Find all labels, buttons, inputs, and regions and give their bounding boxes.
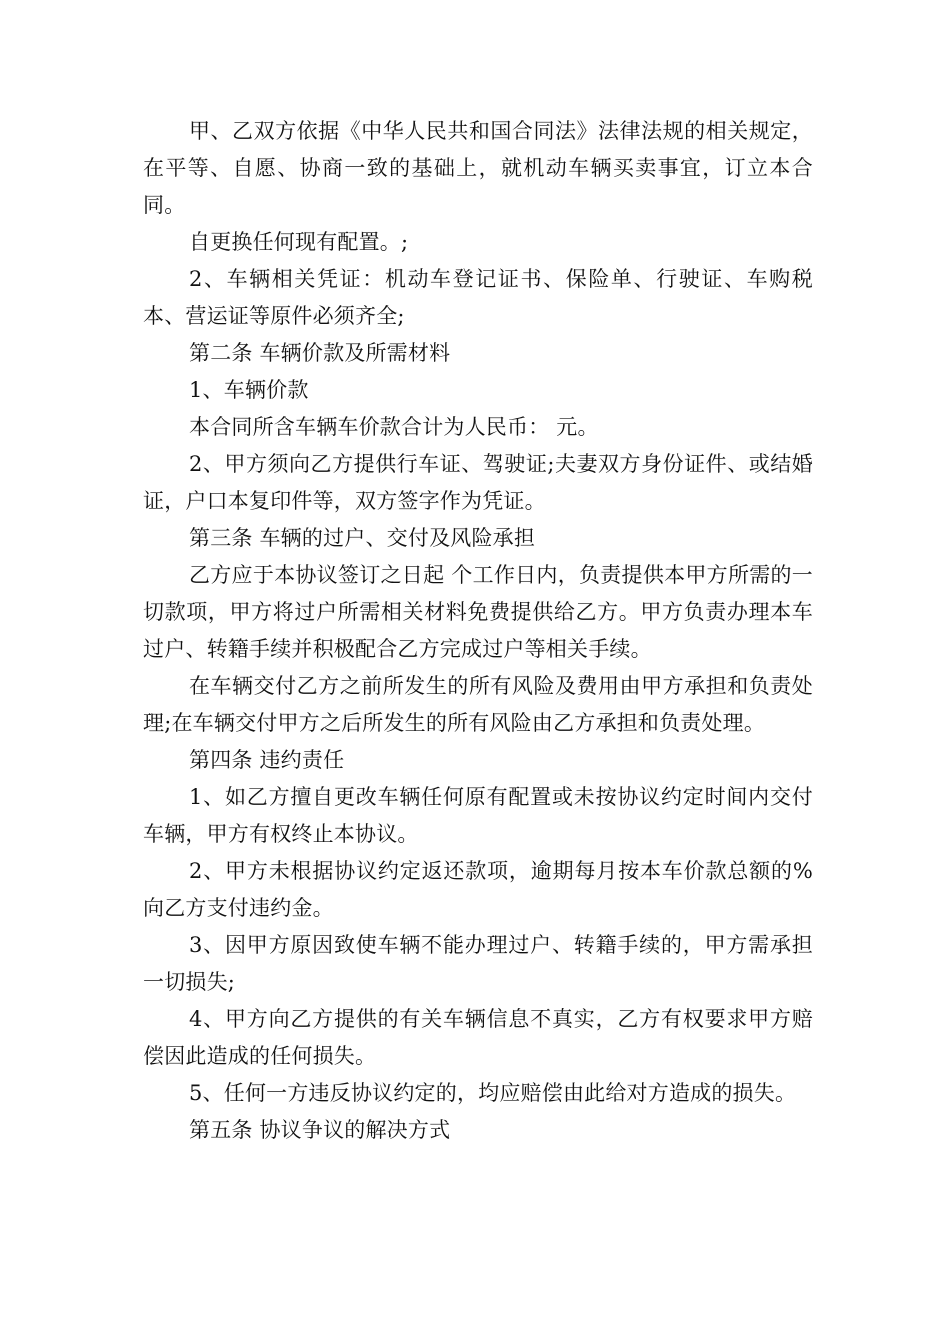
paragraph-breach-3: 3、因甲方原因致使车辆不能办理过户、转籍手续的，甲方需承担一切损失; [143,933,813,994]
section-heading-article-5: 第五条 协议争议的解决方式 [189,1118,451,1142]
paragraph-transfer-payment: 乙方应于本协议签订之日起 个工作日内，负责提供本甲方所需的一切款项，甲方将过户所需相关材料免费提供给乙方。甲方负责办理本车过户、转籍手续并积极配合乙方完成过户等相关手续。 [143,563,813,661]
document-body [143,113,813,1149]
paragraph-intro: 甲、乙双方依据《中华人民共和国合同法》法律法规的相关规定，在平等、自愿、协商一致的基础上，就机动车辆买卖事宜，订立本合同。 [143,119,813,217]
paragraph-required-materials: 2、甲方须向乙方提供行车证、驾驶证;夫妻双方身份证件、或结婚证，户口本复印件等，双方签字作为凭证。 [143,452,813,513]
paragraph-vehicle-price-heading: 1、车辆价款 [189,378,309,402]
paragraph-breach-5: 5、任何一方违反协议约定的，均应赔偿由此给对方造成的损失。 [189,1081,797,1105]
paragraph-risk-allocation: 在车辆交付乙方之前所发生的所有风险及费用由甲方承担和负责处理;在车辆交付甲方之后所发生的所有风险由乙方承担和负责处理。 [143,674,813,735]
paragraph-breach-2: 2、甲方未根据协议约定返还款项，逾期每月按本车价款总额的%向乙方支付违约金。 [143,859,813,920]
section-heading-article-3: 第三条 车辆的过户、交付及风险承担 [189,526,536,550]
paragraph-configuration: 自更换任何现有配置。; [189,230,409,254]
section-heading-article-4: 第四条 违约责任 [189,748,345,772]
paragraph-breach-4: 4、甲方向乙方提供的有关车辆信息不真实，乙方有权要求甲方赔偿因此造成的任何损失。 [143,1007,813,1068]
paragraph-vehicle-documents: 2、车辆相关凭证：机动车登记证书、保险单、行驶证、车购税本、营运证等原件必须齐全; [143,267,813,328]
paragraph-vehicle-price-total: 本合同所含车辆车价款合计为人民币： 元。 [189,415,599,439]
section-heading-article-2: 第二条 车辆价款及所需材料 [189,341,451,365]
paragraph-breach-1: 1、如乙方擅自更改车辆任何原有配置或未按协议约定时间内交付车辆，甲方有权终止本协议。 [143,785,813,846]
